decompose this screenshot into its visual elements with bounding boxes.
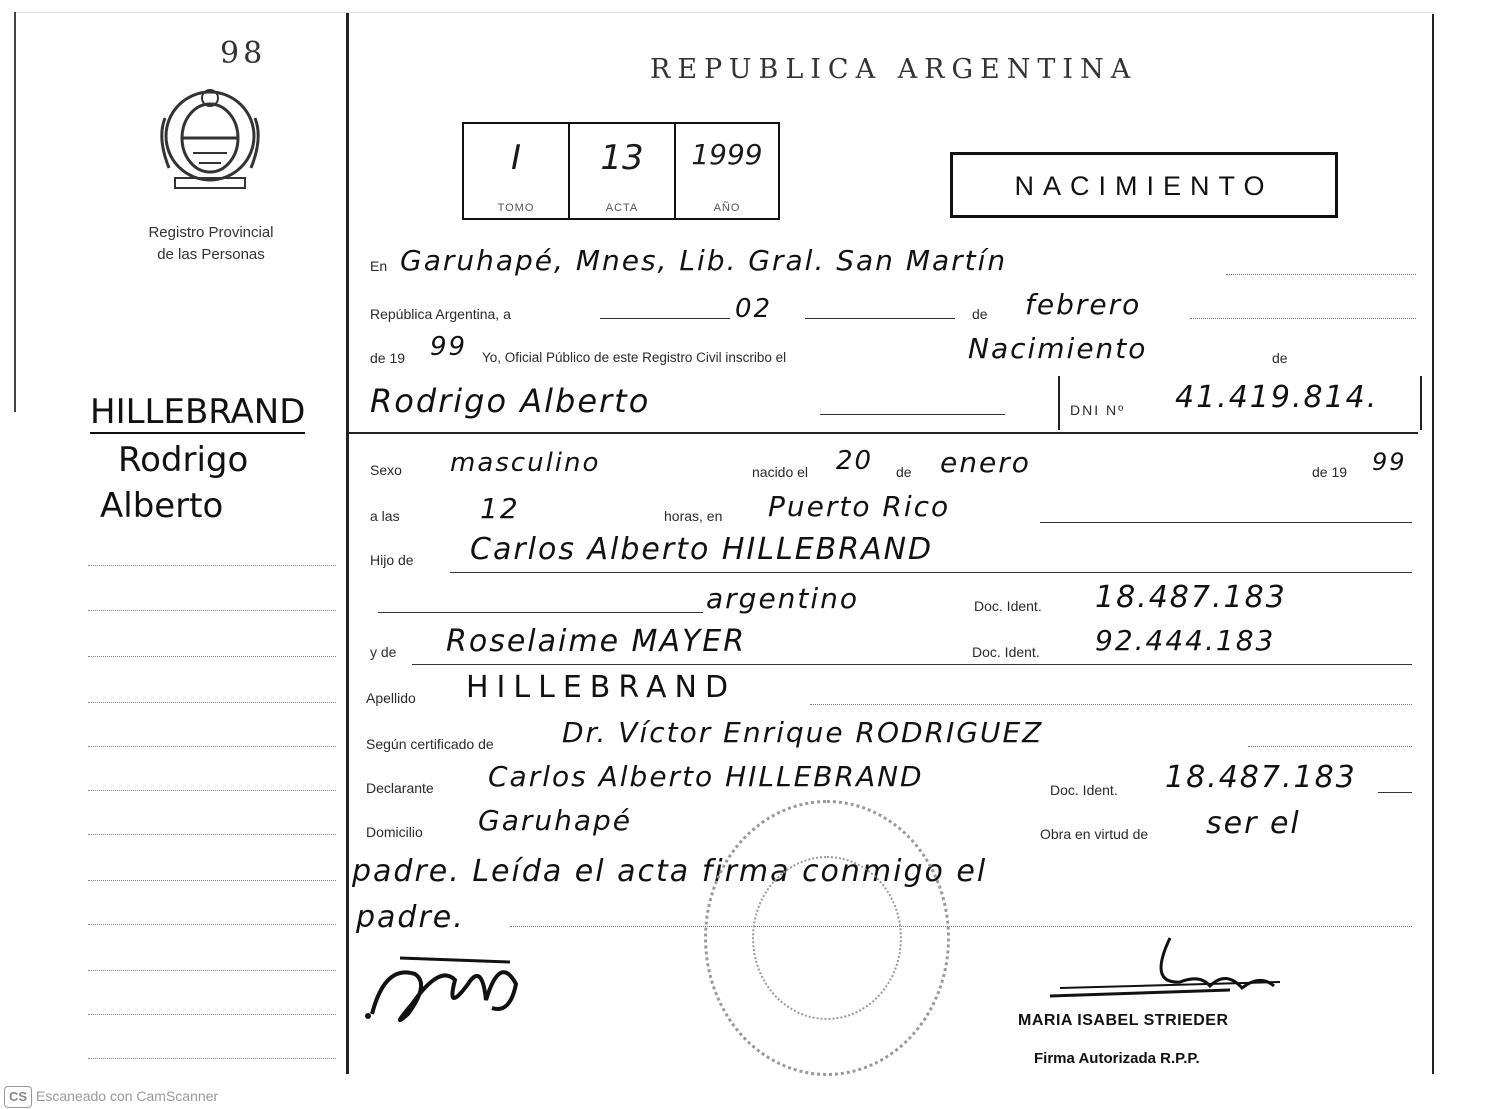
place-line [1040, 522, 1412, 523]
de-label: de [972, 306, 988, 322]
hour-value: 12 [480, 492, 520, 525]
republica-label: República Argentina, a [370, 306, 511, 322]
yo-text: Yo, Oficial Público de este Registro Civil inscribo el [482, 350, 787, 365]
declarant-signature-icon [360, 944, 540, 1034]
official-seal-inner [752, 856, 902, 1020]
docident3-label: Doc. Ident. [1050, 782, 1118, 798]
birth-year-label: de 19 [1312, 464, 1348, 480]
margin-line [88, 1058, 336, 1059]
yde-label: y de [370, 644, 397, 660]
tomo-cell [464, 124, 570, 218]
official-name: MARIA ISABEL STRIEDER [1018, 1012, 1229, 1029]
nationality-line [378, 612, 703, 613]
margin-surname: HILLEBRAND [90, 392, 306, 432]
acta-label: ACTA [605, 202, 639, 214]
coat-of-arms-icon [155, 78, 265, 198]
domicilio-value: Garuhapé [478, 804, 633, 837]
sexo-value: masculino [450, 448, 601, 478]
docident-label: Doc. Ident. [974, 598, 1042, 614]
day-line [600, 318, 730, 319]
hijo-label: Hijo de [370, 552, 414, 568]
nationality-value: argentino [706, 582, 860, 615]
anio-label: AÑO [713, 202, 741, 214]
margin-line [88, 1014, 336, 1015]
inscribo-value: Nacimiento [968, 332, 1148, 365]
father-line [450, 572, 1412, 573]
margin-line [88, 880, 336, 881]
acta-cell [570, 124, 676, 218]
sexo-label: Sexo [370, 462, 402, 478]
margin-given-name-2: Alberto [100, 486, 224, 526]
continuation-line-2: padre. [356, 900, 465, 935]
margin-line [88, 924, 336, 925]
nacido-label: nacido el [752, 464, 809, 480]
mother-line [412, 664, 1412, 665]
margin-line [88, 565, 336, 566]
segun-label: Según certificado de [366, 736, 494, 752]
segun-value: Dr. Víctor Enrique RODRIGUEZ [562, 716, 1044, 749]
tomo-acta-anio-box [462, 122, 780, 220]
segun-line [1248, 746, 1412, 747]
acta-value: 13 [600, 138, 644, 178]
tomo-label: TOMO [497, 202, 535, 214]
apellido-label: Apellido [366, 690, 416, 706]
day-line-2 [805, 318, 955, 319]
margin-line [88, 746, 336, 747]
de-end-label: de [1272, 350, 1288, 366]
margin-line [88, 834, 336, 835]
page-number: 98 [220, 36, 267, 71]
year-label: de 19 [370, 350, 406, 366]
apellido-line [810, 704, 1412, 705]
left-frame-line [346, 12, 349, 1074]
scanner-footer [0, 1083, 1511, 1109]
name-line [820, 414, 1005, 415]
obra-value: ser el [1206, 806, 1301, 841]
margin-binding-line [14, 12, 16, 412]
official-signature-icon [1030, 934, 1290, 1014]
mother-value: Roselaime MAYER [446, 624, 747, 659]
declarante-line [1378, 792, 1412, 793]
birth-year: 99 [1372, 448, 1407, 476]
camscanner-badge-icon: CS [4, 1086, 32, 1108]
top-border [14, 12, 1434, 13]
country-title: REPUBLICA ARGENTINA [650, 54, 1138, 85]
margin-given-name-1: Rodrigo [118, 440, 249, 480]
anio-value: 1999 [691, 138, 763, 171]
continuation-line-1: padre. Leída el acta firma conmigo el [352, 854, 988, 889]
name-value: Rodrigo Alberto [370, 382, 651, 420]
record-type: NACIMIENTO [1014, 171, 1274, 201]
margin-line [88, 702, 336, 703]
de2-label: de [896, 464, 912, 480]
declarante-doc: 18.487.183 [1165, 760, 1357, 795]
father-value: Carlos Alberto HILLEBRAND [470, 532, 934, 567]
section-divider [346, 432, 1418, 434]
docident2-label: Doc. Ident. [972, 644, 1040, 660]
place-value: Puerto Rico [768, 490, 951, 523]
dni-label: DNI Nº [1070, 402, 1126, 418]
margin-line [88, 790, 336, 791]
record-type-box [950, 152, 1338, 218]
scanner-text: Escaneado con CamScanner [36, 1088, 219, 1104]
month-line [1190, 318, 1416, 319]
tomo-value: I [510, 138, 522, 178]
birth-day: 20 [836, 446, 874, 476]
obra-label: Obra en virtud de [1040, 826, 1149, 842]
month-value: febrero [1025, 288, 1142, 321]
domicilio-label: Domicilio [366, 824, 423, 840]
alas-label: a las [370, 508, 400, 524]
registry-line-1: Registro Provincial [148, 224, 274, 241]
en-label: En [370, 258, 388, 274]
day-value: 02 [735, 294, 773, 324]
declarante-value: Carlos Alberto HILLEBRAND [488, 760, 924, 793]
right-frame-line [1432, 14, 1434, 1074]
en-value: Garuhapé, Mnes, Lib. Gral. San Martín [400, 244, 1008, 277]
continuation-line [510, 926, 1412, 927]
margin-line [88, 656, 336, 657]
anio-cell [676, 124, 778, 218]
en-line [1226, 274, 1416, 275]
margin-line [88, 970, 336, 971]
registry-line-2: de las Personas [157, 246, 265, 263]
horas-label: horas, en [664, 508, 723, 524]
official-title: Firma Autorizada R.P.P. [1034, 1050, 1200, 1067]
declarante-label: Declarante [366, 780, 434, 796]
dni-value: 41.419.814. [1175, 380, 1379, 415]
year-value: 99 [430, 332, 468, 362]
apellido-value: HILLEBRAND [466, 670, 737, 705]
father-doc: 18.487.183 [1095, 580, 1287, 615]
birth-month: enero [940, 446, 1031, 479]
margin-line [88, 610, 336, 611]
mother-doc: 92.444.183 [1095, 624, 1276, 657]
